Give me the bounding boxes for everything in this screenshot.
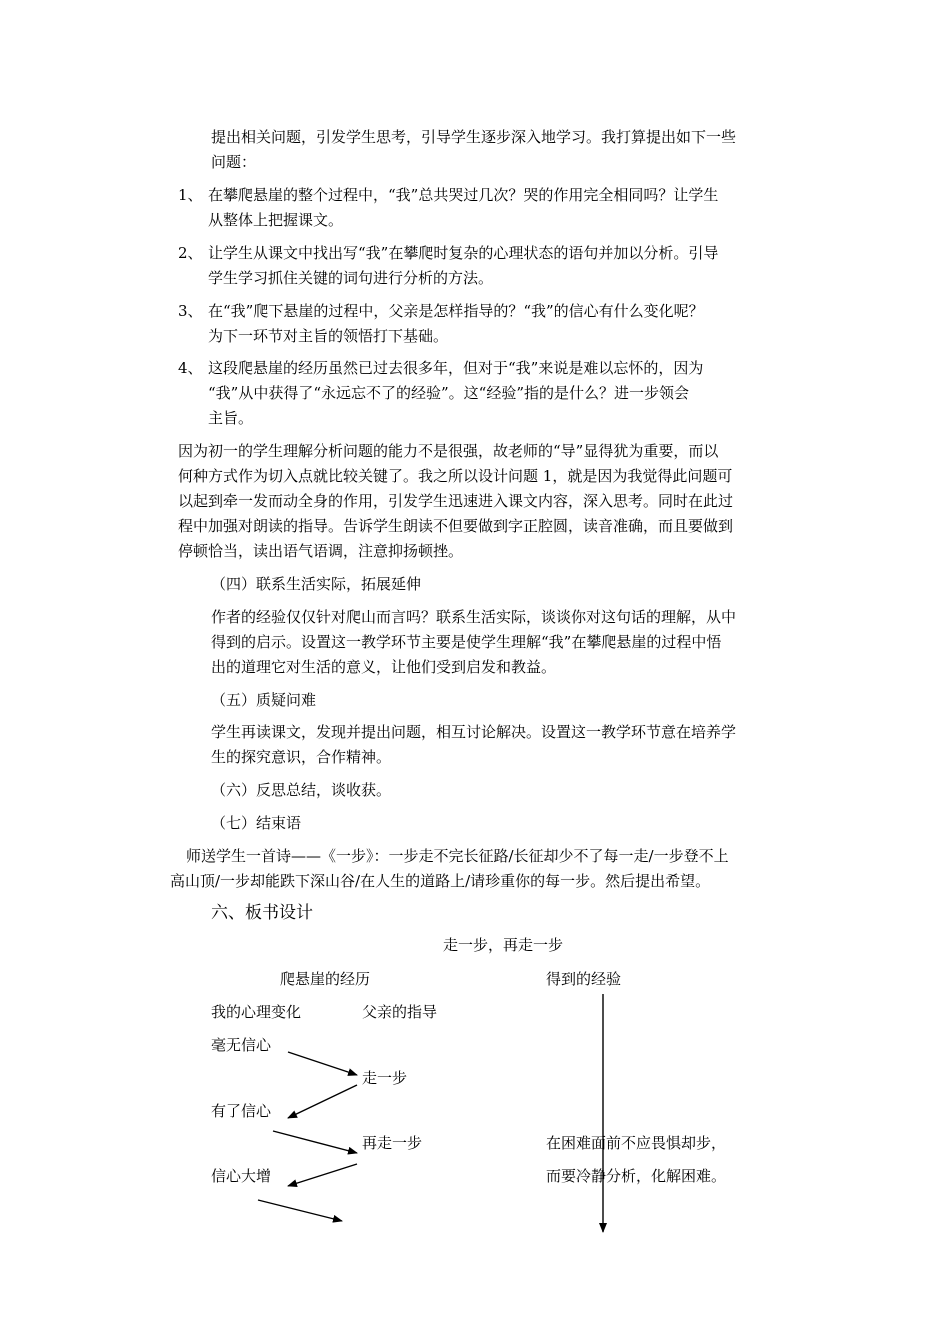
guide-paragraph-line-1: 因为初一的学生理解分析问题的能力不是很强，故老师的“导”显得犹为重要，而以 — [178, 442, 719, 460]
board-column-experience: 爬悬崖的经历 — [280, 970, 371, 988]
question-4-line-1: 这段爬悬崖的经历虽然已过去很多年，但对于“我”来说是难以忘怀的，因为 — [208, 359, 704, 377]
guide-paragraph-line-2: 何种方式作为切入点就比较关键了。我之所以设计问题 1，就是因为我觉得此问题可 — [178, 467, 733, 485]
section-5-line-2: 生的探究意识，合作精神。 — [211, 748, 392, 766]
section-4-line-2: 得到的启示。设置这一教学环节主要是使学生理解“我”在攀爬悬崖的过程中悟 — [211, 633, 722, 651]
question-2-line-1: 让学生从课文中找出写“我”在攀爬时复杂的心理状态的语句并加以分析。引导 — [208, 244, 719, 262]
board-sub-father-guide: 父亲的指导 — [362, 1003, 438, 1021]
section-6-heading: （六）反思总结，谈收获。 — [211, 781, 392, 799]
section-7-line-2: 高山顶/一步却能跌下深山谷/在人生的道路上/请珍重你的每一步。然后提出希望。 — [170, 872, 711, 890]
question-1-line-1: 在攀爬悬崖的整个过程中，“我”总共哭过几次？哭的作用完全相同吗？让学生 — [208, 186, 719, 204]
board-stage-2: 有了信心 — [211, 1102, 272, 1120]
section-4-heading: （四）联系生活实际，拓展延伸 — [211, 575, 422, 593]
guide-paragraph-line-4: 程中加强对朗读的指导。告诉学生朗读不但要做到字正腔圆，读音准确，而且要做到 — [178, 517, 734, 535]
question-3-line-2: 为下一环节对主旨的领悟打下基础。 — [208, 327, 449, 345]
arrow-step2-to-stage3 — [288, 1164, 357, 1186]
section-4-line-1: 作者的经验仅仅针对爬山而言吗？联系生活实际，谈谈你对这句话的理解，从中 — [211, 608, 737, 626]
section-7-line-1: 师送学生一首诗——《一步》：一步走不完长征路/长征却少不了每一走/一步登不上 — [186, 847, 729, 865]
board-lesson-line-1: 在困难面前不应畏惧却步， — [546, 1134, 727, 1152]
board-step-1: 走一步 — [362, 1069, 408, 1087]
question-3-number: 3、 — [178, 302, 203, 320]
question-1-number: 1、 — [178, 186, 203, 204]
guide-paragraph-line-5: 停顿恰当，读出语气语调，注意抑扬顿挫。 — [178, 542, 464, 560]
board-stage-3: 信心大增 — [211, 1167, 272, 1185]
arrow-stage3-onward — [258, 1200, 342, 1221]
question-2-number: 2、 — [178, 244, 203, 262]
section-5-heading: （五）质疑问难 — [211, 691, 317, 709]
intro-line-2: 问题： — [211, 153, 257, 171]
board-lesson-line-2: 而要冷静分析，化解困难。 — [546, 1167, 727, 1185]
board-column-lesson: 得到的经验 — [546, 970, 622, 988]
question-4-line-3: 主旨。 — [208, 409, 254, 427]
question-1-line-2: 从整体上把握课文。 — [208, 211, 344, 229]
section-5-line-1: 学生再读课文，发现并提出问题，相互讨论解决。设置这一教学环节意在培养学 — [211, 723, 737, 741]
section-7-heading: （七）结束语 — [211, 814, 302, 832]
board-stage-1: 毫无信心 — [211, 1036, 272, 1054]
arrow-stage1-to-step1 — [288, 1052, 357, 1075]
intro-line-1: 提出相关问题，引发学生思考，引导学生逐步深入地学习。我打算提出如下一些 — [211, 128, 737, 146]
section-4-line-3: 出的道理它对生活的意义，让他们受到启发和教益。 — [211, 658, 557, 676]
question-4-number: 4、 — [178, 359, 203, 377]
board-step-2: 再走一步 — [362, 1134, 423, 1152]
guide-paragraph-line-3: 以起到牵一发而动全身的作用，引发学生迅速进入课文内容，深入思考。同时在此过 — [178, 492, 734, 510]
board-title: 走一步，再走一步 — [443, 936, 564, 954]
board-sub-mind-change: 我的心理变化 — [211, 1003, 302, 1021]
question-4-line-2: “我”从中获得了“永远忘不了的经验”。这“经验”指的是什么？进一步领会 — [208, 384, 690, 402]
arrow-stage2-to-step2 — [273, 1131, 357, 1153]
board-design-heading: 六、板书设计 — [211, 903, 313, 923]
arrow-step1-to-stage2 — [288, 1085, 357, 1118]
question-3-line-1: 在“我”爬下悬崖的过程中，父亲是怎样指导的？“我”的信心有什么变化呢？ — [208, 302, 704, 320]
question-2-line-2: 学生学习抓住关键的词句进行分析的方法。 — [208, 269, 494, 287]
